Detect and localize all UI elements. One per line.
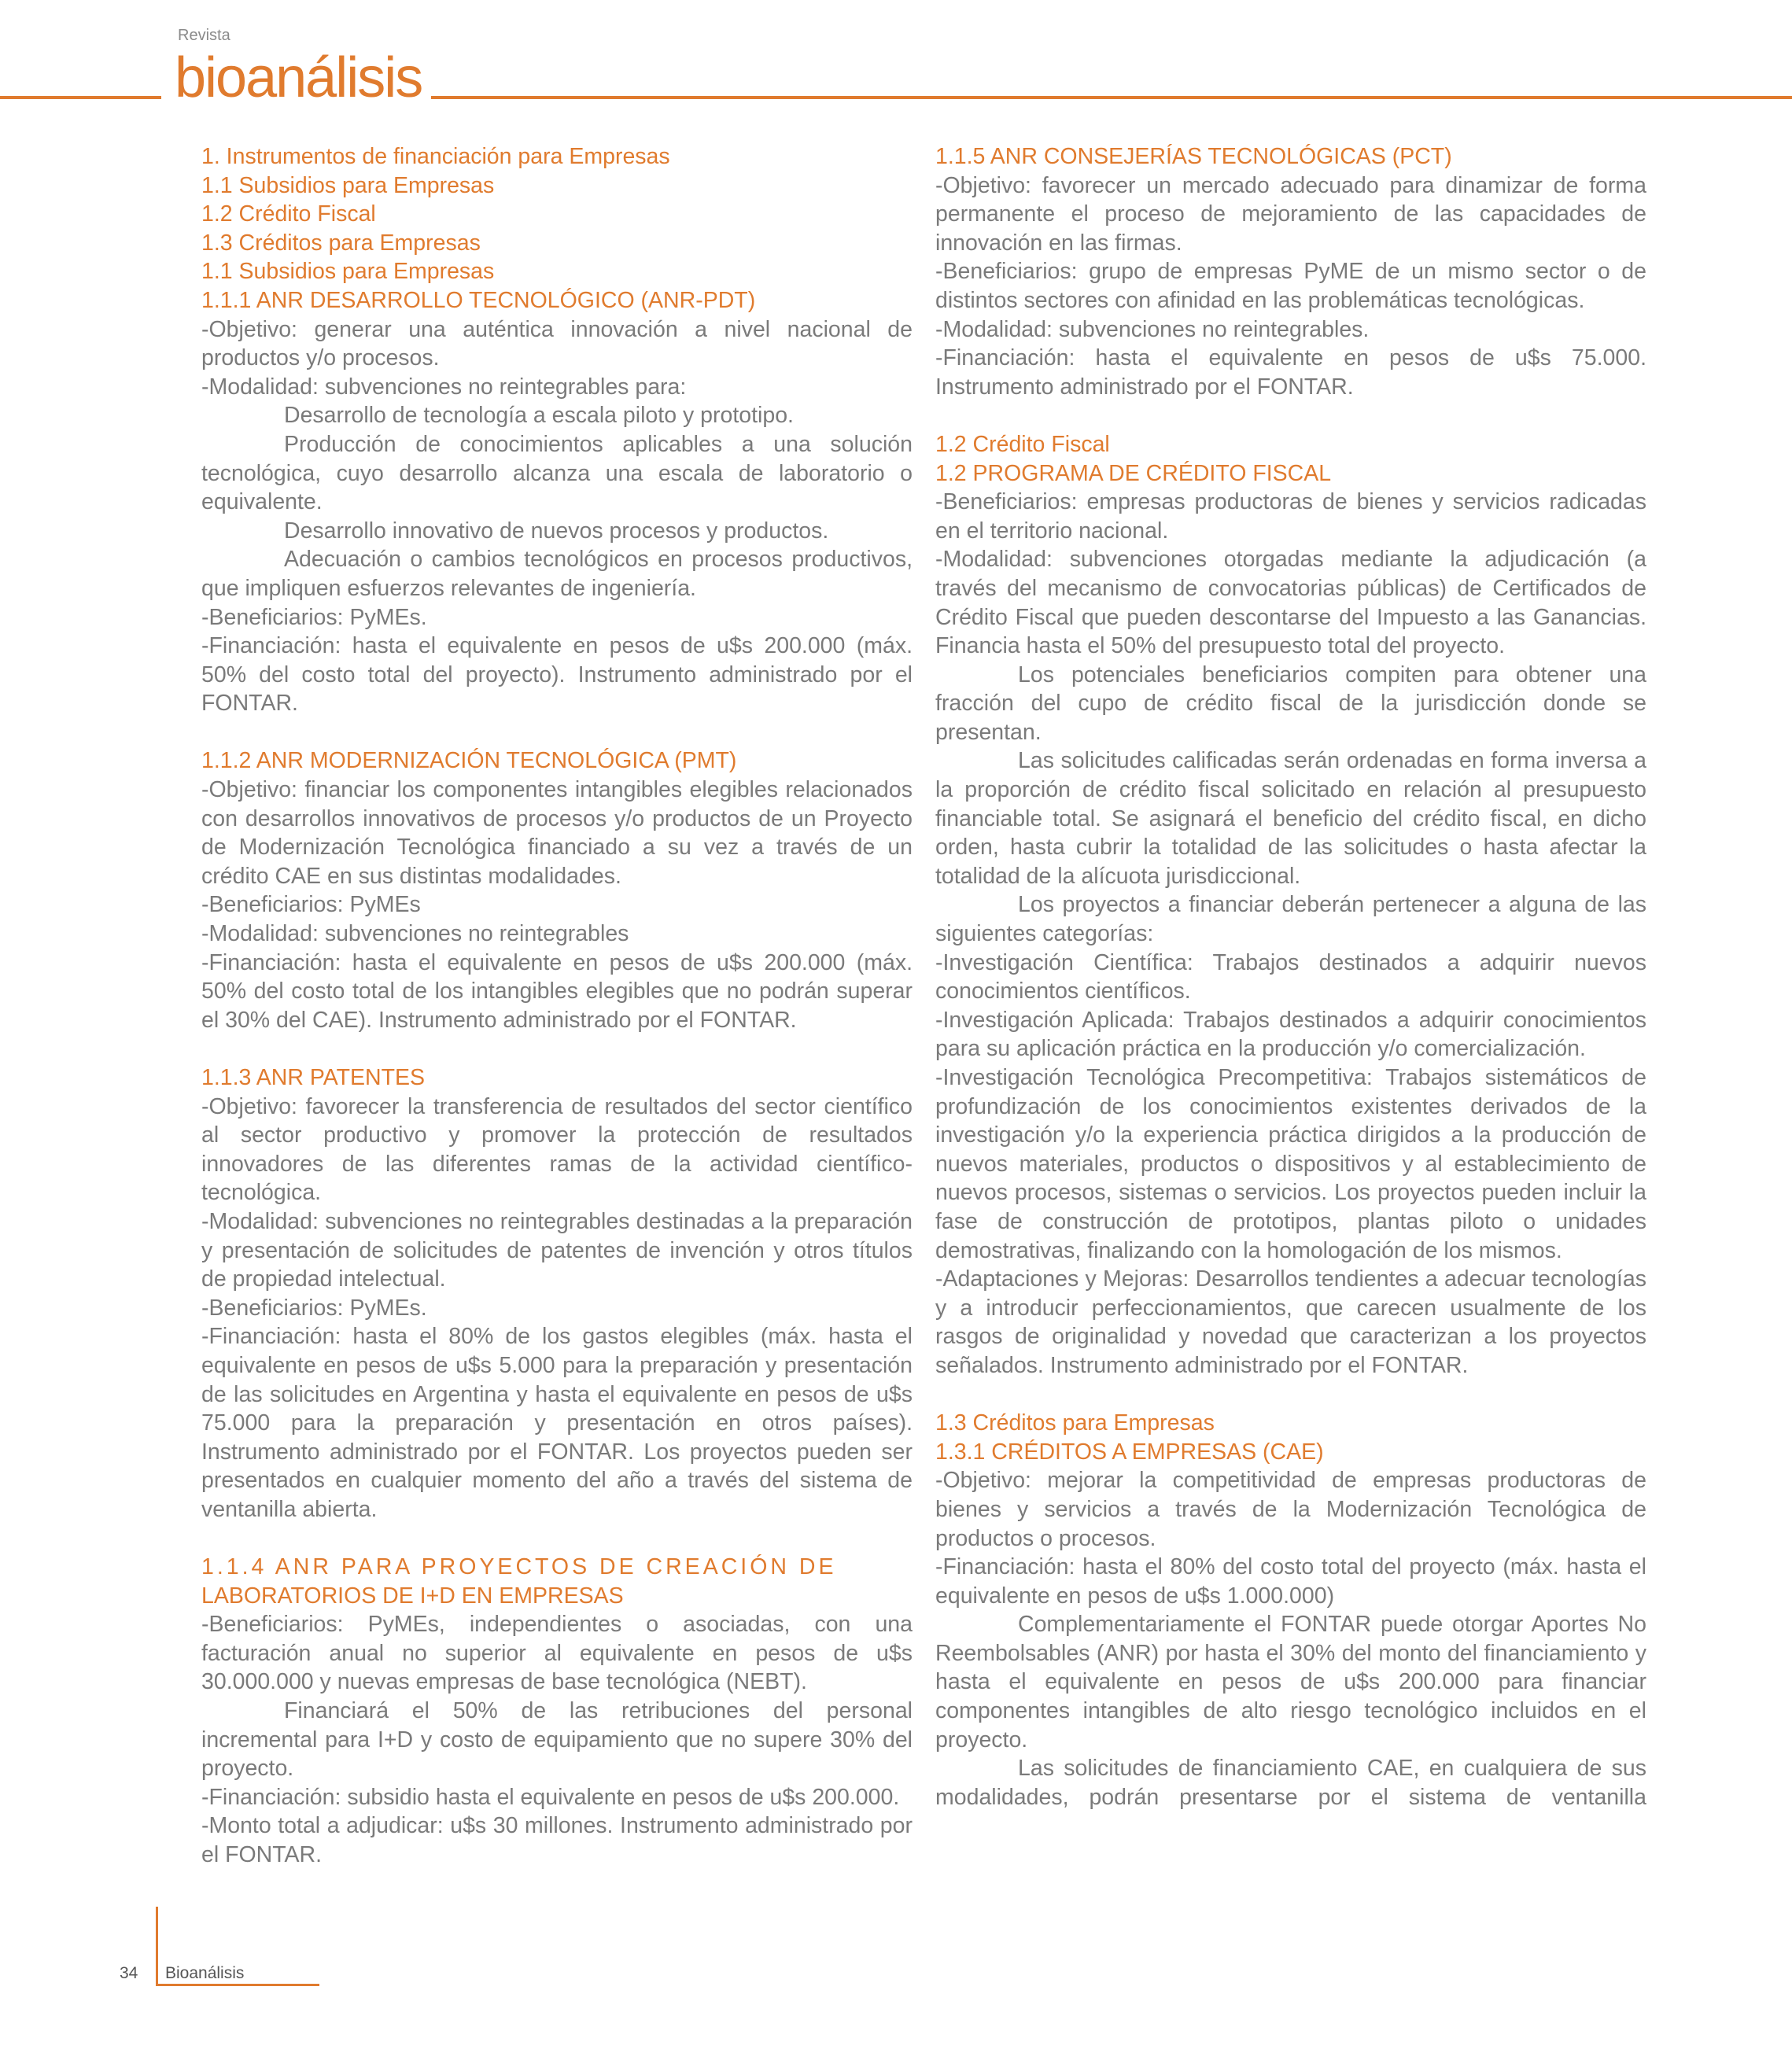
paragraph: -Beneficiarios: PyMEs, independientes o asociadas, con una facturación anual no superior al equivalente en pesos de u$s 30.000.000 y nuevas empresas de base tecnológica (NEBT). bbox=[201, 1612, 913, 1695]
paragraph-spacer bbox=[935, 401, 1646, 430]
paragraph: Desarrollo de tecnología a escala piloto y prototipo. bbox=[284, 403, 794, 429]
paragraph: Desarrollo innovativo de nuevos procesos y productos. bbox=[284, 518, 829, 544]
paragraph-spacer bbox=[201, 718, 913, 747]
footer-rule-vertical bbox=[156, 1907, 158, 1986]
footer-magazine-name: Bioanálisis bbox=[165, 1964, 245, 1982]
left-column bbox=[201, 142, 913, 1870]
paragraph: Las solicitudes calificadas serán ordenadas en forma inversa a la proporción de crédito fiscal solicitado en relación al presupuesto financiable total. Se asignará el beneficio del crédito fiscal, en dicho orden, hasta cubrir la totalidad de las solicitudes o hasta afectar la totalidad de la alícuota jurisdiccional. bbox=[935, 748, 1646, 889]
section-heading: 1.2 Crédito Fiscal bbox=[935, 431, 1110, 457]
paragraph: -Objetivo: financiar los componentes intangibles elegibles relacionados con desarrollos innovativos de procesos y/o productos de un Proyecto de Modernización Tecnológica financiado a su vez a través de un crédito CAE en sus distintas modalidades. bbox=[201, 777, 913, 889]
paragraph: Las solicitudes de financiamiento CAE, en cualquiera de sus modalidades, podrán presentarse por el sistema de ventanilla bbox=[935, 1756, 1646, 1810]
paragraph-spacer bbox=[201, 1034, 913, 1063]
section-heading: 1.2 PROGRAMA DE CRÉDITO FISCAL bbox=[935, 460, 1332, 486]
paragraph: Los potenciales beneficiarios compiten para obtener una fracción del cupo de crédito fiscal de la jurisdicción donde se presentan. bbox=[935, 662, 1646, 745]
section-heading: 1. Instrumentos de financiación para Empresas bbox=[201, 144, 670, 169]
paragraph: -Objetivo: generar una auténtica innovación a nivel nacional de productos y/o procesos. bbox=[201, 316, 913, 371]
page-number: 34 bbox=[120, 1964, 138, 1982]
paragraph: -Beneficiarios: PyMEs. bbox=[201, 604, 427, 630]
paragraph: -Beneficiarios: grupo de empresas PyME de un mismo sector o de distintos sectores con afinidad en las problemáticas tecnológicas. bbox=[935, 259, 1646, 313]
section-heading: 1.1 Subsidios para Empresas bbox=[201, 172, 495, 198]
paragraph: -Modalidad: subvenciones no reintegrables destinadas a la preparación y presentación de solicitudes de patentes de invención y otros títulos de propiedad intelectual. bbox=[201, 1208, 913, 1292]
section-heading: 1.3 Créditos para Empresas bbox=[201, 230, 481, 256]
paragraph: -Modalidad: subvenciones no reintegrables bbox=[201, 921, 629, 947]
header-rule-right bbox=[431, 96, 1792, 99]
paragraph: -Financiación: hasta el 80% del costo total del proyecto (máx. hasta el equivalente en pesos de u$s 1.000.000) bbox=[935, 1554, 1646, 1609]
section-heading: 1.3.1 CRÉDITOS A EMPRESAS (CAE) bbox=[935, 1439, 1324, 1465]
header-rule-left bbox=[0, 96, 161, 99]
paragraph: -Beneficiarios: empresas productoras de bienes y servicios radicadas en el territorio nacional. bbox=[935, 489, 1646, 544]
paragraph: -Monto total a adjudicar: u$s 30 millones. Instrumento administrado por el FONTAR. bbox=[201, 1813, 913, 1868]
paragraph: -Beneficiarios: PyMEs. bbox=[201, 1295, 427, 1321]
section-heading: 1.1.5 ANR CONSEJERÍAS TECNOLÓGICAS (PCT) bbox=[935, 144, 1452, 169]
paragraph: -Investigación Aplicada: Trabajos destinados a adquirir conocimientos para su aplicación práctica en la producción y/o comercialización. bbox=[935, 1007, 1646, 1062]
paragraph: Financiará el 50% de las retribuciones del personal incremental para I+D y costo de equipamiento que no supere 30% del proyecto. bbox=[201, 1698, 913, 1782]
section-heading: 1.1.2 ANR MODERNIZACIÓN TECNOLÓGICA (PMT) bbox=[201, 748, 737, 774]
paragraph: -Financiación: hasta el equivalente en pesos de u$s 75.000. Instrumento administrado por el FONTAR. bbox=[935, 345, 1646, 400]
logo-wordmark: bioanálisis bbox=[175, 46, 422, 109]
paragraph: Los proyectos a financiar deberán pertenecer a alguna de las siguientes categorías: bbox=[935, 892, 1646, 947]
paragraph: -Investigación Científica: Trabajos destinados a adquirir nuevos conocimientos científicos. bbox=[935, 949, 1646, 1004]
paragraph: -Beneficiarios: PyMEs bbox=[201, 892, 421, 918]
paragraph: -Adaptaciones y Mejoras: Desarrollos tendientes a adecuar tecnologías y a introducir perfeccionamientos, que carecen usualmente de los rasgos de originalidad y novedad que caracterizan a los proyectos señalados. Instrumento administrado por el FONTAR. bbox=[935, 1266, 1646, 1378]
section-heading: 1.3 Créditos para Empresas bbox=[935, 1410, 1215, 1436]
paragraph: Producción de conocimientos aplicables a una solución tecnológica, cuyo desarrollo alcanza una escala de laboratorio o equivalente. bbox=[201, 431, 913, 515]
section-heading: 1.1.1 ANR DESARROLLO TECNOLÓGICO (ANR-PDT) bbox=[201, 287, 756, 313]
paragraph: -Financiación: hasta el equivalente en pesos de u$s 200.000 (máx. 50% del costo total de los intangibles elegibles que no podrán superar el 30% del CAE). Instrumento administrado por el FONTAR. bbox=[201, 949, 913, 1033]
section-heading: LABORATORIOS DE I+D EN EMPRESAS bbox=[201, 1583, 624, 1609]
paragraph: -Modalidad: subvenciones no reintegrables. bbox=[935, 316, 1370, 342]
paragraph-spacer bbox=[201, 1524, 913, 1554]
footer-rule-horizontal bbox=[156, 1984, 319, 1986]
paragraph: -Financiación: hasta el 80% de los gastos elegibles (máx. hasta el equivalente en pesos de u$s 5.000 para la preparación y presentación de las solicitudes en Argentina y hasta el equivalente en pesos de u$s 75.000 para la preparación y presentación en otros países). Instrumento administrado por el FONTAR. Los proyectos pueden ser presentados en cualquier momento del año a través del sistema de ventanilla abierta. bbox=[201, 1324, 913, 1522]
section-heading: 1.1.4 ANR PARA PROYECTOS DE CREACIÓN DE bbox=[201, 1554, 837, 1580]
section-heading: 1.1.3 ANR PATENTES bbox=[201, 1065, 426, 1090]
paragraph: -Objetivo: mejorar la competitividad de empresas productoras de bienes y servicios a través de la Modernización Tecnológica de productos o procesos. bbox=[935, 1468, 1646, 1551]
paragraph: -Objetivo: favorecer la transferencia de resultados del sector científico al sector productivo y promover la protección de resultados innovadores de las diferentes ramas de la actividad científico-tecnológica. bbox=[201, 1093, 913, 1206]
paragraph: -Objetivo: favorecer un mercado adecuado para dinamizar de forma permanente el proceso de mejoramiento de las capacidades de innovación en las firmas. bbox=[935, 172, 1646, 256]
paragraph: -Financiación: hasta el equivalente en pesos de u$s 200.000 (máx. 50% del costo total del proyecto). Instrumento administrado por el FONTAR. bbox=[201, 633, 913, 717]
paragraph-spacer bbox=[935, 1380, 1646, 1410]
paragraph: -Financiación: subsidio hasta el equivalente en pesos de u$s 200.000. bbox=[201, 1784, 900, 1810]
paragraph: -Modalidad: subvenciones no reintegrables para: bbox=[201, 374, 687, 400]
paragraph: -Modalidad: subvenciones otorgadas mediante la adjudicación (a través del mecanismo de convocatorias públicas) de Certificados de Crédito Fiscal que pueden descontarse del Impuesto a las Ganancias. Financia hasta el 50% del presupuesto total del proyecto. bbox=[935, 547, 1646, 659]
section-heading: 1.1 Subsidios para Empresas bbox=[201, 259, 495, 285]
paragraph: Complementariamente el FONTAR puede otorgar Aportes No Reembolsables (ANR) por hasta el 30% del monto del financiamiento y hasta el equivalente en pesos de u$s 200.000 para financiar componentes intangibles de alto riesgo tecnológico incluidos en el proyecto. bbox=[935, 1612, 1646, 1753]
logo-label: Revista bbox=[178, 27, 230, 44]
right-column bbox=[935, 142, 1646, 1812]
section-heading: 1.2 Crédito Fiscal bbox=[201, 201, 376, 227]
paragraph: -Investigación Tecnológica Precompetitiva: Trabajos sistemáticos de profundización de los conocimientos existentes derivados de la investigación y/o la experiencia práctica dirigidos a la producción de nuevos materiales, productos o dispositivos y al establecimiento de nuevos procesos, sistemas o servicios. Los proyectos pueden incluir la fase de construcción de prototipos, plantas piloto o unidades demostrativas, finalizando con la homologación de los mismos. bbox=[935, 1065, 1646, 1263]
paragraph: Adecuación o cambios tecnológicos en procesos productivos, que impliquen esfuerzos relevantes de ingeniería. bbox=[201, 547, 913, 601]
